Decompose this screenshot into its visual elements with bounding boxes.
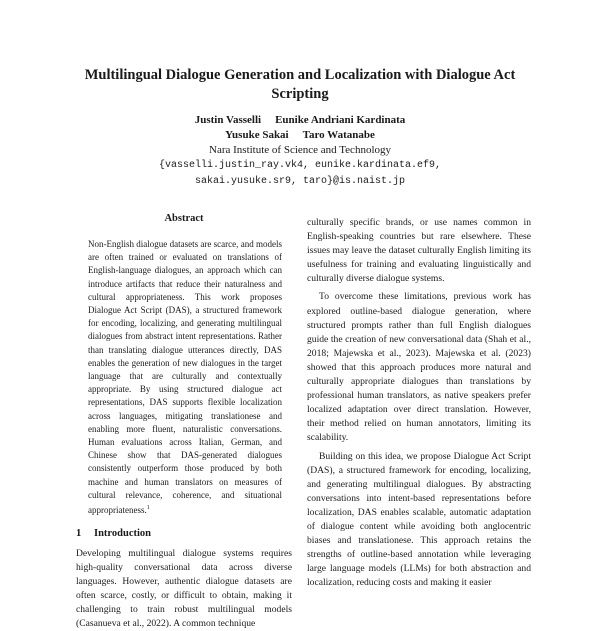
abstract-text: Non-English dialogue datasets are scarce, and models are often trained or evaluated on translations of English-language dialogues, an approach which can introduce artifacts that reduce their naturalness and cultural appropriateness. This work proposes Dialogue Act Script (DAS), a structured framework for encoding, localizing, and generating multilingual dialogues from abstract intent representations. Rather than translating dialogue utterances directly, DAS enables the generation of new dialogues in the target language that are culturally and contextually appropriate. By using structured dialogue act representations, DAS supports flexible localization across languages, mitigating translationese and enabling more fluent, naturalistic conversations. Human evaluations across Italian, German, and Chinese show that DAS-generated dialogues consistently outperform those produced by both machine and human translators on measures of cultural relevance, coherence, and situational appropriateness.: [88, 239, 282, 516]
author-name: Yusuke Sakai: [225, 129, 289, 141]
section-title: Introduction: [94, 528, 151, 540]
author-emails-line-1: {vasselli.justin_ray.vk4, eunike.kardinata.ef9,: [158, 160, 442, 171]
authors-line-1: [60, 113, 540, 128]
author-block: [60, 113, 540, 189]
introduction-paragraph-1: Developing multilingual dialogue systems requires high-quality conversational data across diverse languages. However, authentic dialogue datasets are often scarce, costly, or difficult to obtain, making it challenging to train robust multilingual models (Casanueva et al., 2022). A common technique: [76, 548, 292, 630]
affiliation: Nara Institute of Science and Technology: [209, 144, 391, 156]
author-name: Justin Vasselli: [194, 114, 262, 126]
abstract-body: [88, 238, 282, 517]
abstract-heading: Abstract: [164, 213, 204, 224]
section-heading-introduction: [76, 526, 292, 541]
author-name: Eunike Andriani Kardinata: [275, 114, 406, 126]
section-number: 1: [76, 528, 82, 540]
paper-title: Multilingual Dialogue Generation and Localization with Dialogue Act Scripting: [84, 67, 516, 102]
author-emails-line-2: sakai.yusuke.sr9, taro}@is.naist.jp: [194, 175, 406, 187]
right-paragraph-2: To overcome these limitations, previous work has explored outline-based dialogue generation, where structured prompts rather than full English dialogues guide the creation of new conversational data (Shah et al., 2018; Majewska et al., 2023). Majewska et al. (2023) showed that this approach produces more natural and culturally appropriate dialogues than translations by professional human translators, as native speakers prefer localized adaptation over direct translation. However, their method relied on human annotators, limiting its scalability.: [307, 291, 531, 444]
author-name: Taro Watanabe: [302, 129, 375, 141]
footnote-marker[interactable]: 1: [146, 505, 150, 512]
authors-line-2: [60, 128, 540, 143]
right-paragraph-1: culturally specific brands, or use names common in English-speaking countries but rare elsewhere. These issues may leave the dataset culturally English limiting its usefulness for training and evaluating linguistically and culturally diverse dialogue systems.: [307, 217, 531, 285]
right-paragraph-3: Building on this idea, we propose Dialogue Act Script (DAS), a structured framework for encoding, localizing, and generating multilingual dialogues. By abstracting conversations into intent-based representations before localization, DAS enables scalable, automatic adaptation of dialogue content while avoiding both anglocentric biases and translationese. This approach retains the strengths of outline-based annotation while leveraging large language models (LLMs) for both abstraction and localization, reducing costs and making it easier: [307, 450, 531, 589]
left-column: [76, 212, 292, 631]
right-column: [307, 216, 531, 590]
